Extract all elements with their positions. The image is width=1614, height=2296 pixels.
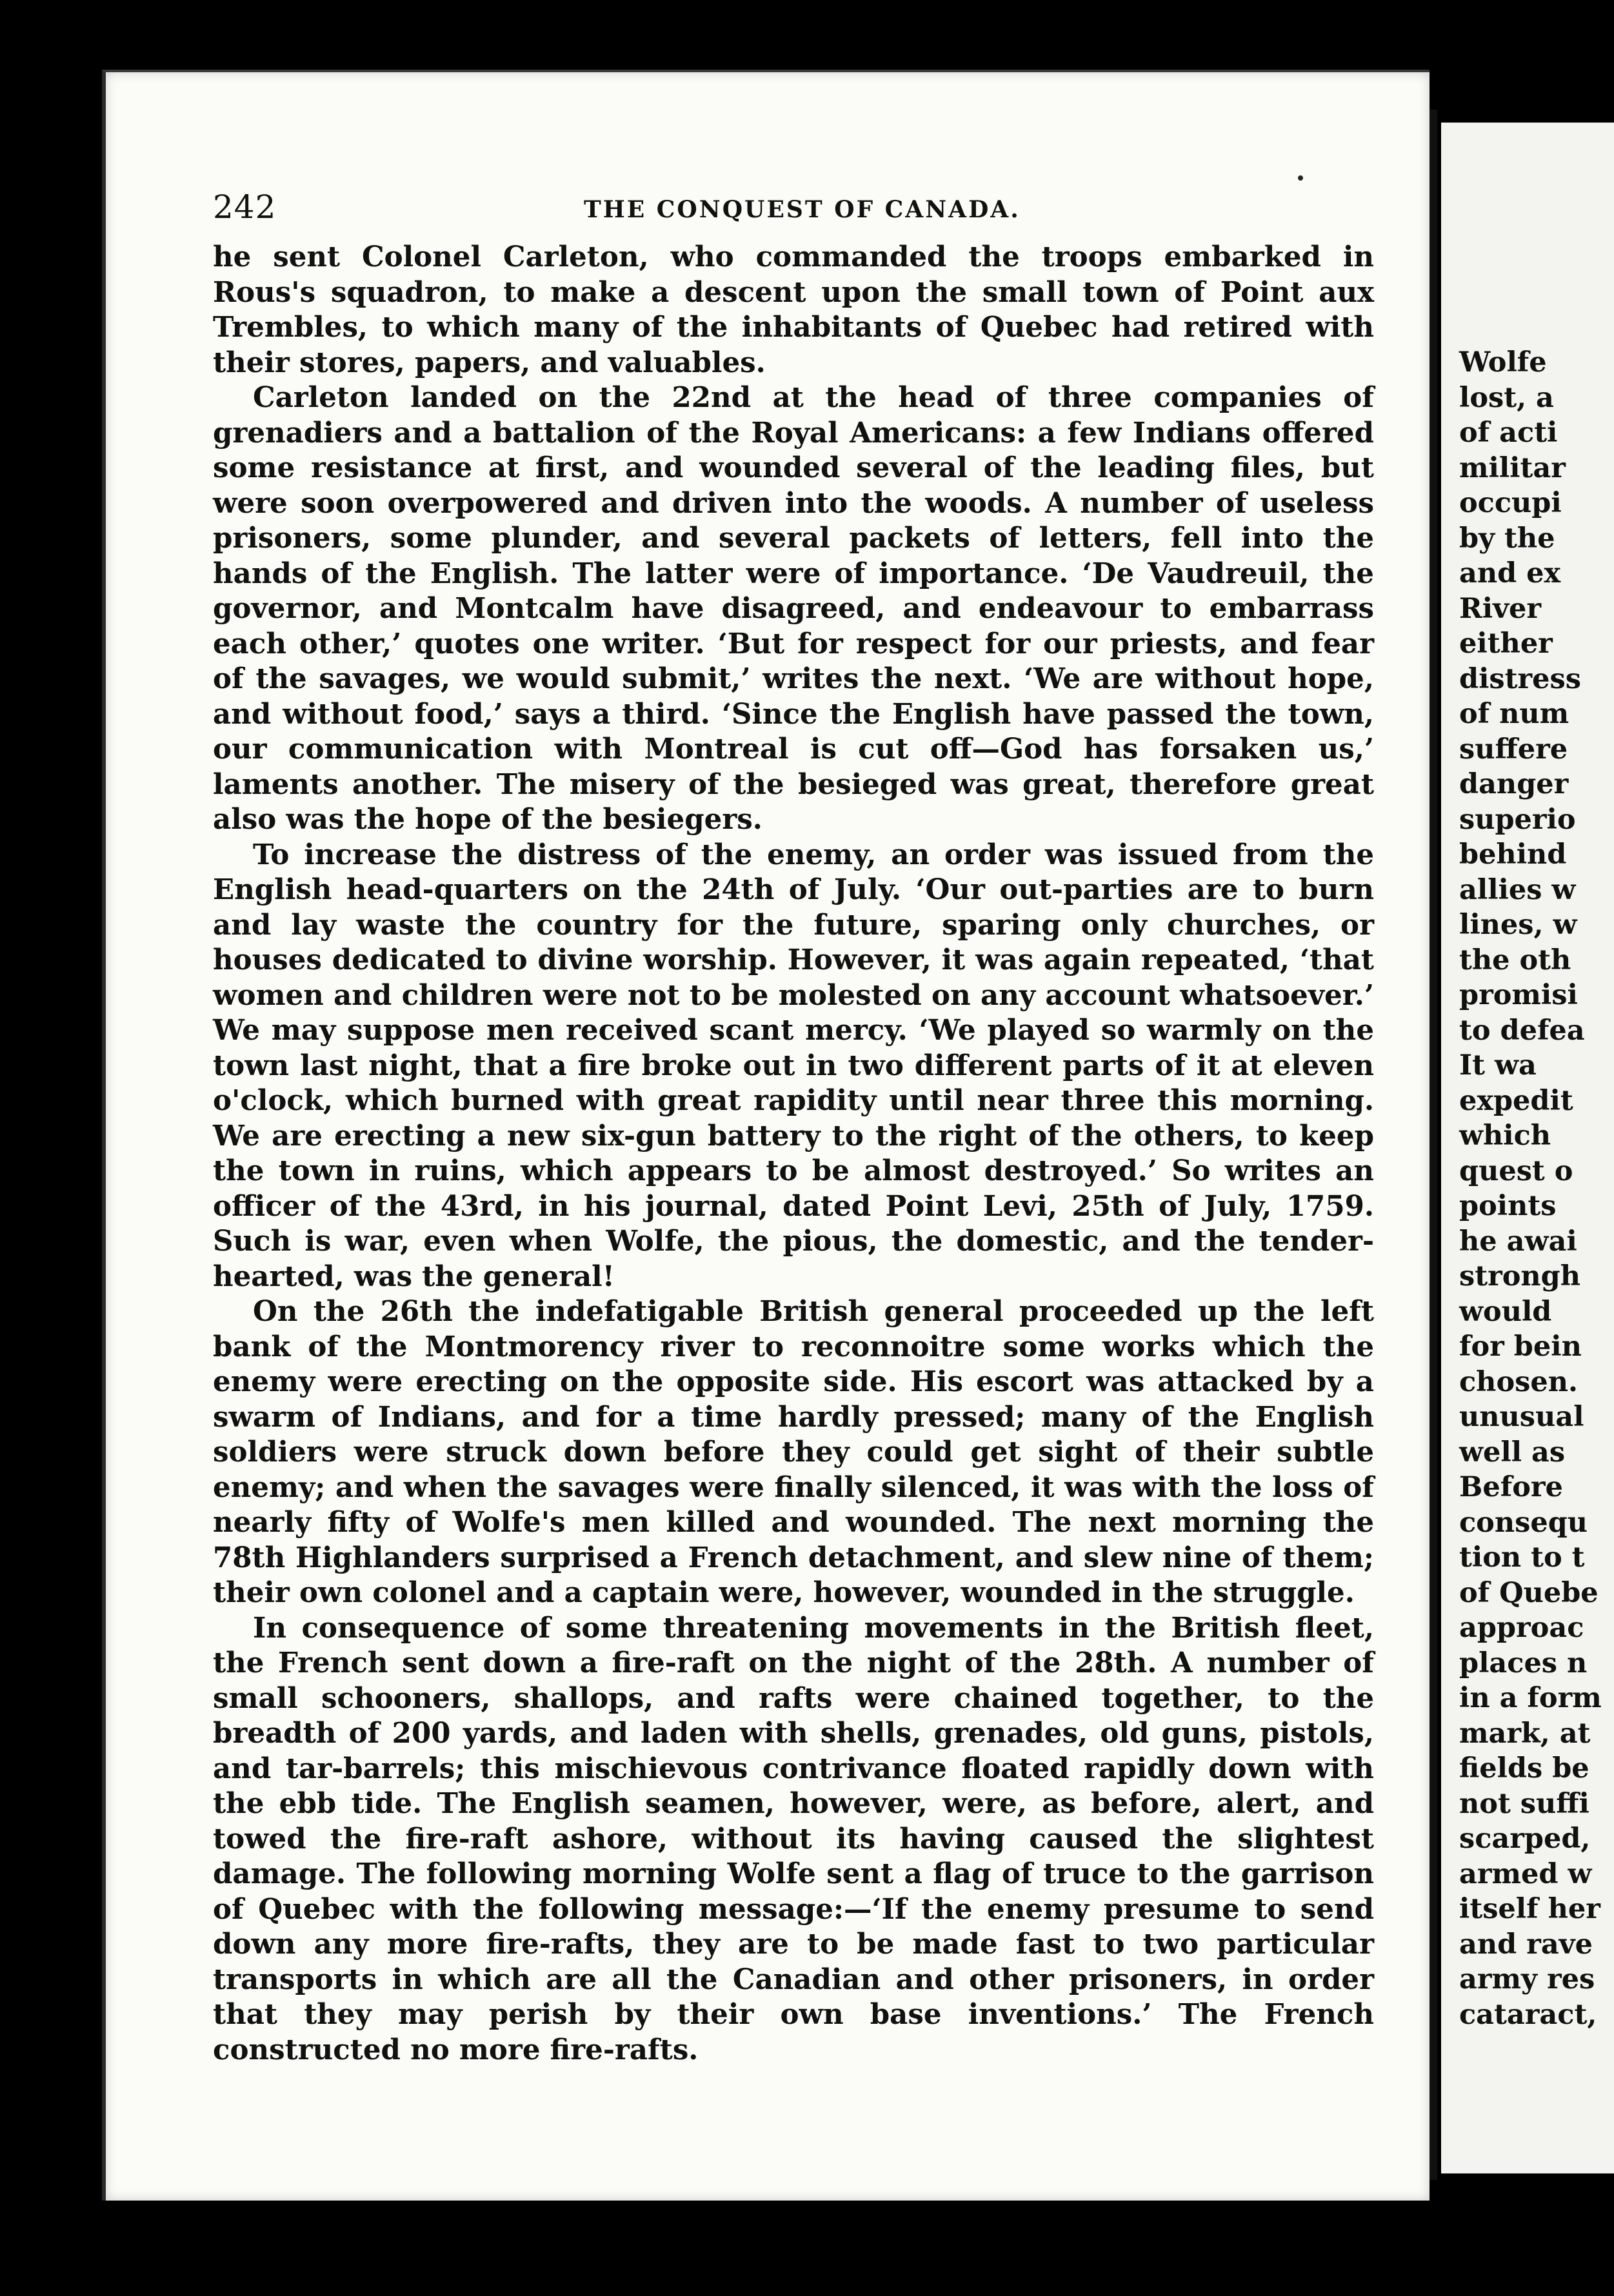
facing-page-line: of Quebe xyxy=(1459,1576,1599,1609)
facing-page-line: of acti xyxy=(1459,417,1558,449)
page-number: 242 xyxy=(213,188,277,226)
paragraph: Carleton landed on the 22nd at the head of three companies of grenadiers and a battalion of the Royal Americans: a few Indians offered some resistance at first, and wounded several of the leading files, but were soon overpowered and driven into the woods. A number of useless prisoners, some plunder, and several packets of letters, fell into the hands of the English. The latter were of importance. ‘De Vaudreuil, the governor, and Montcalm have disagreed, and endeavour to embarrass each other,’ quotes one writer. ‘But for respect for our priests, and fear of the savages, we would submit,’ writes the next. ‘We are without hope, and without food,’ says a third. ‘Since the English have passed the town, our communication with Montreal is cut off—God has forsaken us,’ laments another. The misery of the besieged was great, therefore great also was the hope of the besiegers. xyxy=(213,381,1374,836)
facing-page-line: promisi xyxy=(1459,979,1578,1011)
facing-page-line: Wolfe xyxy=(1459,346,1547,379)
facing-page-line: and ex xyxy=(1459,557,1561,589)
facing-page-text xyxy=(1459,345,1614,2032)
facing-page-line: either xyxy=(1459,628,1553,660)
facing-page-line: to defea xyxy=(1459,1014,1585,1047)
facing-page-line: places n xyxy=(1459,1647,1588,1679)
facing-page-line: the oth xyxy=(1459,944,1571,976)
facing-page-line: danger xyxy=(1459,768,1569,800)
facing-page-line: lost, a xyxy=(1459,381,1554,414)
facing-page-line: militar xyxy=(1459,451,1566,484)
running-head: THE CONQUEST OF CANADA. xyxy=(584,196,1021,223)
facing-page-line: Before xyxy=(1459,1471,1563,1503)
facing-page-line: armed w xyxy=(1459,1857,1592,1890)
facing-page-line: scarped, xyxy=(1459,1823,1591,1855)
facing-page-line: fields be xyxy=(1459,1752,1589,1785)
paragraph: In consequence of some threatening movements in the British fleet, the French sent down a fire-raft on the night of the 28th. A number of small schooners, shallops, and rafts were chained together, to the breadth of 200 yards, and laden with shells, grenades, old guns, pistols, and tar-barrels; this mischievous contrivance floated rapidly down with the ebb tide. The English seamen, however, were, as before, alert, and towed the fire-raft ashore, without its having caused the slightest damage. The following morning Wolfe sent a flag of truce to the garrison of Quebec with the following message:—‘If the enemy presume to send down any more fire-rafts, they are to be made fast to two particular transports in which are all the Canadian and other prisoners, in order that they may perish by their own base inventions.’ The French constructed no more fire-rafts. xyxy=(213,1611,1374,2066)
ink-speck xyxy=(1298,175,1303,181)
facing-page xyxy=(1441,123,1614,2173)
facing-page-line: and rave xyxy=(1459,1928,1593,1961)
facing-page-line: quest o xyxy=(1459,1154,1573,1187)
facing-page-line: he awai xyxy=(1459,1225,1577,1258)
paragraph: On the 26th the indefatigable British general proceeded up the left bank of the Montmorency river to reconnoitre some works which the enemy were erecting on the opposite side. His escort was attacked by a swarm of Indians, and for a time hardly pressed; many of the English soldiers were struck down before they could get sight of their subtle enemy; and when the savages were finally silenced, it was with the loss of nearly fifty of Wolfe's men killed and wounded. The next morning the 78th Highlanders surprised a French detachment, and slew nine of them; their own colonel and a captain were, however, wounded in the struggle. xyxy=(213,1295,1374,1609)
page-body xyxy=(213,240,1374,2068)
facing-page-line: well as xyxy=(1459,1436,1566,1469)
facing-page-line: points xyxy=(1459,1190,1557,1222)
facing-page-line: expedit xyxy=(1459,1084,1573,1117)
facing-page-line: not suffi xyxy=(1459,1787,1589,1820)
facing-page-line: by the xyxy=(1459,522,1555,555)
facing-page-line: approac xyxy=(1459,1612,1584,1644)
paragraph: To increase the distress of the enemy, an order was issued from the English head-quarters on the 24th of July. ‘Our out-parties are to burn and lay waste the country for the future, sparing only churches, or houses dedicated to divine worship. However, it was again repeated, ‘that women and children were not to be molested on any account whatsoever.’ We may suppose men received scant mercy. ‘We played so warmly on the town last night, that a fire broke out in two different parts of it at eleven o'clock, which burned with great rapidity until near three this morning. We are erecting a new six-gun battery to the right of the others, to keep the town in ruins, which appears to be almost destroyed.’ So writes an officer of the 43rd, in his journal, dated Point Levi, 25th of July, 1759. Such is war, even when Wolfe, the pious, the domestic, and the tender-hearted, was the general! xyxy=(213,838,1374,1293)
facing-page-line: tion to t xyxy=(1459,1541,1585,1574)
facing-page-line: cataract, xyxy=(1459,1998,1597,2031)
facing-page-line: suffere xyxy=(1459,733,1568,766)
facing-page-line: for bein xyxy=(1459,1331,1582,1363)
facing-page-line: superio xyxy=(1459,803,1576,836)
facing-page-line: allies w xyxy=(1459,873,1576,906)
facing-page-line: unusual xyxy=(1459,1401,1584,1433)
facing-page-line: River xyxy=(1459,592,1542,625)
facing-page-line: would xyxy=(1459,1295,1552,1328)
facing-page-line: It wa xyxy=(1459,1049,1537,1082)
facing-page-line: lines, w xyxy=(1459,909,1577,941)
facing-page-line: distress xyxy=(1459,662,1581,695)
facing-page-line: behind xyxy=(1459,838,1567,871)
facing-page-line: mark, at xyxy=(1459,1717,1591,1750)
page-header xyxy=(213,188,1374,233)
facing-page-line: consequ xyxy=(1459,1506,1588,1539)
facing-page-line: strongh xyxy=(1459,1260,1580,1292)
facing-page-line: which xyxy=(1459,1120,1551,1152)
facing-page-line: of num xyxy=(1459,698,1569,730)
facing-page-line: in a form xyxy=(1459,1682,1602,1714)
paragraph: he sent Colonel Carleton, who commanded the troops embarked in Rous's squadron, to make a descent upon the small town of Point aux Trembles, to which many of the inhabitants of Quebec had retired with their stores, papers, and valuables. xyxy=(213,241,1374,379)
facing-page-line: chosen. xyxy=(1459,1365,1578,1398)
facing-page-line: occupi xyxy=(1459,487,1562,519)
facing-page-line: army res xyxy=(1459,1963,1595,1995)
facing-page-line: itself her xyxy=(1459,1893,1600,1925)
